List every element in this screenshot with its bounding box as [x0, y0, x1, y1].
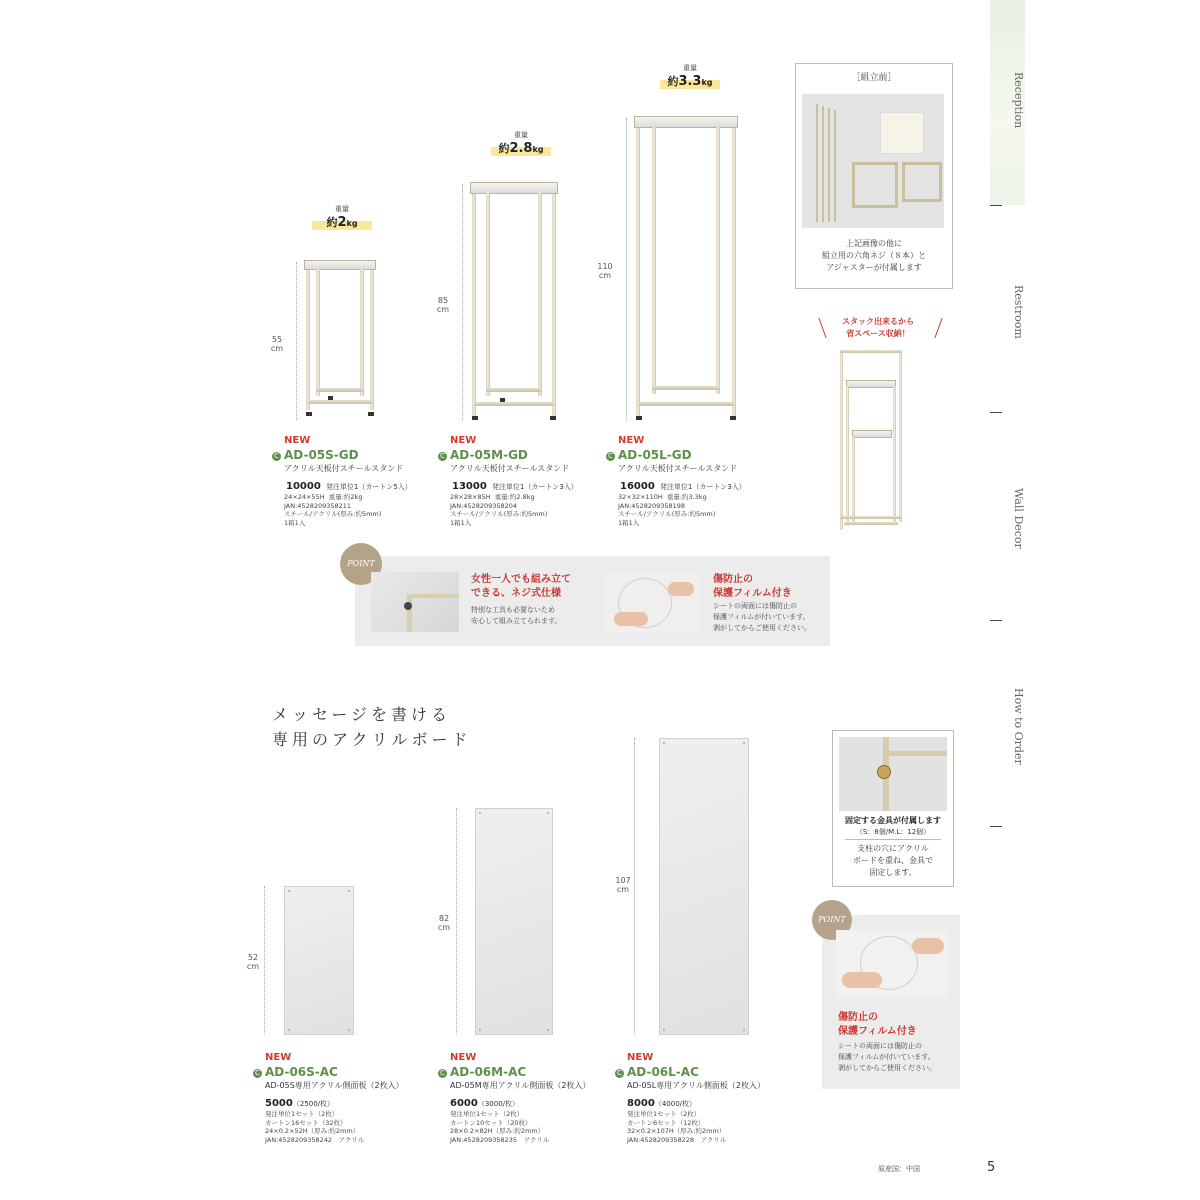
order-unit: 発注単位1（カートン5入）	[325, 483, 412, 491]
price-note: （3000/枚）	[477, 1100, 520, 1108]
point-title: 保護フィルム付き	[713, 588, 792, 599]
height-dimension-s: 55 cm	[270, 335, 284, 353]
assembly-caption: 上記画像の他に 組立用の六角ネジ（８本）と アジャスターが付属します	[822, 239, 926, 272]
point-body: 安心して組み立てられます。	[471, 617, 562, 625]
point-body: 保護フィルムが付いています。	[713, 613, 810, 621]
point-title: できる、ネジ式仕様	[471, 588, 561, 599]
page-number: 5	[987, 1160, 996, 1175]
sidebar-tab-restroom[interactable]: Restroom	[1012, 285, 1025, 339]
height-dimension-board-s: 52 cm	[246, 953, 260, 971]
product-info-s	[272, 435, 432, 527]
height-guide-line	[456, 808, 457, 1034]
category-icon: C	[438, 1069, 447, 1078]
sidebar-tab-wall-decor[interactable]: Wall Decor	[1012, 488, 1025, 549]
board-section-heading: メッセージを書ける 専用のアクリルボード	[272, 705, 472, 749]
new-badge: NEW	[450, 435, 477, 446]
product-code: AD-06S-AC	[265, 1065, 338, 1079]
board-info-s	[253, 1052, 433, 1144]
screw-photo	[371, 572, 459, 632]
divider	[845, 839, 941, 840]
product-code: AD-05S-GD	[284, 448, 359, 462]
product-name: AD-05M専用アクリル側面板（2枚入）	[450, 1081, 591, 1090]
height-guide-line	[626, 118, 627, 420]
product-spec: 28×28×85H 重量:約2.8kg JAN:4528209358204 スチール/アクリル(厚み:約5mm) 1箱1入	[450, 493, 548, 527]
order-unit: 発注単位1（カートン3入）	[491, 483, 578, 491]
price-note: （2500/枚）	[292, 1100, 335, 1108]
price-note: （4000/枚）	[654, 1100, 697, 1108]
product-price: 10000	[286, 481, 321, 492]
new-badge: NEW	[627, 1052, 654, 1063]
weight-label: 重量	[514, 131, 528, 139]
product-spec: 32×32×110H 重量:約3.3kg JAN:4528209358198 スチール/アクリル(厚み:約5mm) 1箱1入	[618, 493, 716, 527]
point-item-film-2	[838, 1011, 958, 1074]
point-body: 剥がしてからご使用ください。	[713, 624, 811, 632]
order-unit: 発注単位1（カートン3入）	[659, 483, 746, 491]
product-price: 8000	[627, 1098, 655, 1109]
stand-image-s	[304, 260, 376, 420]
board-image-m	[475, 808, 553, 1035]
product-spec: 発注単位1セット（2枚） カートン6セット（12枚） 32×0.2×107H（厚み:約2mm） JAN:4528209358228 アクリル	[627, 1110, 727, 1144]
assembly-info-box	[795, 63, 953, 289]
board-image-l	[659, 738, 749, 1035]
board-info-m	[438, 1052, 618, 1144]
category-icon: C	[253, 1069, 262, 1078]
product-code: AD-06L-AC	[627, 1065, 699, 1079]
origin-note: 原産国：中国	[878, 1165, 920, 1173]
fitting-title: 固定する金具が付属します	[845, 816, 941, 825]
point-item-assembly	[471, 573, 591, 627]
sidebar-divider	[990, 205, 1002, 206]
category-icon: C	[272, 452, 281, 461]
product-price: 13000	[452, 481, 487, 492]
product-spec: 発注単位1セット（2枚） カートン16セット（32枚） 24×0.2×52H（厚み:約2mm） JAN:4528209358242 アクリル	[265, 1110, 365, 1144]
product-code: AD-06M-AC	[450, 1065, 527, 1079]
new-badge: NEW	[450, 1052, 477, 1063]
fitting-info-box	[832, 730, 954, 887]
point-title: 傷防止の	[838, 1012, 878, 1023]
film-photo	[604, 572, 702, 634]
section-sidebar	[990, 0, 1025, 1200]
point-title: 女性一人でも組み立て	[471, 574, 571, 585]
height-guide-line	[264, 886, 265, 1034]
stand-image-m	[470, 182, 558, 422]
category-icon: C	[438, 452, 447, 461]
weight-value: 約2.8kg	[491, 140, 551, 156]
point-body: シートの両面には傷防止の	[713, 602, 797, 610]
film-photo-2	[836, 930, 948, 998]
sidebar-divider	[990, 826, 1002, 827]
fitting-photo	[839, 737, 947, 811]
sidebar-divider	[990, 412, 1002, 413]
product-name: AD-05L専用アクリル側面板（2枚入）	[627, 1081, 766, 1090]
product-name: AD-05S専用アクリル側面板（2枚入）	[265, 1081, 404, 1090]
product-name: アクリル天板付スチールスタンド	[450, 464, 570, 473]
product-price: 16000	[620, 481, 655, 492]
assembly-title: ［組立前］	[851, 73, 897, 83]
point-title: 傷防止の	[713, 574, 753, 585]
weight-label: 重量	[335, 205, 349, 213]
point-item-film	[713, 573, 828, 634]
height-dimension-board-l: 107 cm	[615, 876, 631, 894]
point-body: シートの両面には傷防止の	[838, 1042, 922, 1050]
product-info-l	[606, 435, 781, 527]
product-info-m	[438, 435, 608, 527]
point-badge: POINT	[340, 543, 382, 585]
category-icon: C	[615, 1069, 624, 1078]
stack-note: スタック出来るから 省スペース収納！	[842, 317, 914, 338]
new-badge: NEW	[284, 435, 311, 446]
height-guide-line	[634, 738, 635, 1034]
stacked-stands-image	[840, 350, 902, 530]
height-guide-line	[462, 184, 463, 420]
point-body: 剥がしてからご使用ください。	[838, 1064, 936, 1072]
height-guide-line	[296, 262, 297, 420]
point-body: 保護フィルムが付いています。	[838, 1053, 935, 1061]
product-spec: 発注単位1セット（2枚） カートン10セット（20枚） 28×0.2×82H（厚み:約2mm） JAN:4528209358235 アクリル	[450, 1110, 550, 1144]
weight-value: 約3.3kg	[660, 73, 720, 89]
assembly-parts-photo	[802, 94, 944, 228]
new-badge: NEW	[618, 435, 645, 446]
product-code: AD-05M-GD	[450, 448, 528, 462]
height-dimension-l: 110 cm	[597, 262, 613, 280]
fitting-caption: 支柱の穴にアクリル ボードを重ね、金具で 固定します。	[853, 844, 933, 877]
product-name: アクリル天板付スチールスタンド	[618, 464, 738, 473]
weight-tag-m	[491, 130, 551, 156]
product-price: 6000	[450, 1098, 478, 1109]
new-badge: NEW	[265, 1052, 292, 1063]
sidebar-divider	[990, 620, 1002, 621]
product-code: AD-05L-GD	[618, 448, 692, 462]
point-title: 保護フィルム付き	[838, 1026, 917, 1037]
fitting-sub: （S：8個/M.L：12個）	[855, 828, 931, 836]
height-dimension-m: 85 cm	[436, 296, 450, 314]
product-spec: 24×24×55H 重量:約2kg JAN:4528209358211 スチール/アクリル(厚み:約5mm) 1箱1入	[284, 493, 382, 527]
stand-image-l	[634, 116, 738, 422]
sidebar-tab-reception[interactable]: Reception	[1012, 72, 1025, 129]
category-icon: C	[606, 452, 615, 461]
board-info-l	[615, 1052, 795, 1144]
height-dimension-board-m: 82 cm	[437, 914, 451, 932]
weight-value: 約2kg	[312, 214, 372, 230]
sidebar-tab-how-to-order[interactable]: How to Order	[1012, 688, 1025, 765]
board-image-s	[284, 886, 354, 1035]
product-price: 5000	[265, 1098, 293, 1109]
product-name: アクリル天板付スチールスタンド	[284, 464, 404, 473]
weight-tag-l	[660, 63, 720, 89]
weight-label: 重量	[683, 64, 697, 72]
point-body: 特別な工具も必要ないため	[471, 606, 555, 614]
weight-tag-s	[312, 204, 372, 230]
point-badge: POINT	[812, 900, 852, 940]
